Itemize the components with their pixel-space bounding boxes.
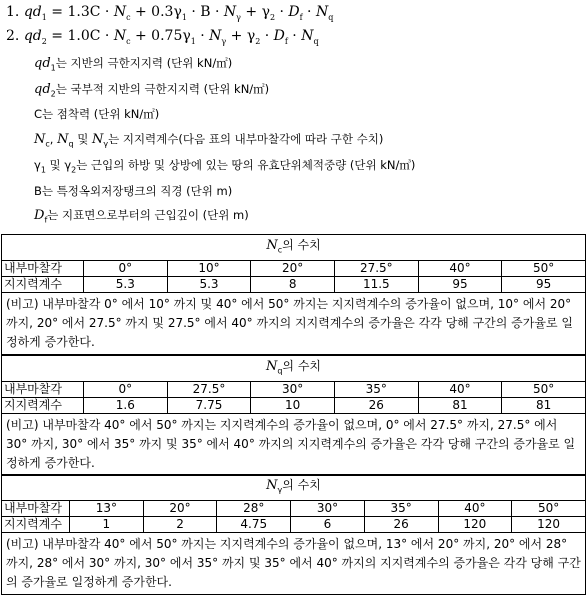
row-label: 지지력계수: [2, 398, 84, 414]
formula-sub: f: [299, 12, 303, 22]
table-nc: [1, 234, 586, 355]
table-nq: [1, 355, 586, 476]
table-title-row: [2, 356, 586, 382]
angle-cell: 50°: [502, 261, 586, 277]
formula-text: + γ: [240, 4, 270, 20]
angle-cell: 20°: [251, 261, 335, 277]
formula-sub: c: [126, 36, 131, 46]
title-symbol: N: [266, 238, 278, 253]
formula-sub: γ: [236, 12, 241, 22]
value-cell: 5.3: [84, 277, 168, 293]
def-symbol: N: [57, 132, 69, 147]
title-sub: q: [277, 366, 283, 376]
table-note: (비고) 내부마찰각 0° 에서 10° 까지 및 40° 에서 50° 까지는 지지력계수의 증가율이 없으며, 10° 에서 20° 까지, 20° 에서 27.5° 까지 및 27.5° 에서 40° 까지의 지지력계수의 증가율은 각각 당해 구간의 증가율로 일정하게 증가한다.: [2, 293, 586, 355]
value-cell: 26: [334, 398, 418, 414]
row-label: 지지력계수: [2, 517, 70, 533]
formula-text: ·: [287, 28, 302, 44]
table-title-row: [2, 235, 586, 261]
table-title-row: [2, 475, 586, 501]
def-text: C는 점착력 (단위 kN/㎡): [34, 107, 160, 121]
formula-sub: c: [126, 12, 131, 22]
def-text: 는 근입의 하방 및 상방에 있는 땅의 유효단위체적중량 (단위 kN/㎥): [76, 158, 416, 172]
table-row-values: [2, 517, 586, 533]
formula-var: N: [315, 4, 329, 20]
formula-number: 1.: [6, 4, 20, 20]
definition-n-factors: $N_c$, $N_q$ 및 $N_\gamma$는 지지력계수(다음 표의 내부마찰각에 따라 구한 수치): [34, 132, 384, 149]
formula-sub: 2: [269, 12, 276, 22]
angle-cell: 0°: [84, 382, 168, 398]
value-cell: 81: [418, 398, 502, 414]
value-cell: 1.6: [84, 398, 168, 414]
value-cell: 81: [502, 398, 586, 414]
title-sub: c: [277, 245, 283, 255]
definition-df: [34, 207, 249, 224]
table-note: (비고) 내부마찰각 40° 에서 50° 까지는 지지력계수의 증가율이 없으며, 0° 에서 27.5° 까지, 27.5° 에서 30° 까지, 30° 에서 35° 까지 및 35° 에서 40° 까지의 지지력계수의 증가율은 각각 당해 구간의 증가율로 일정하게 증가한다.: [2, 414, 586, 476]
value-cell: 8: [251, 277, 335, 293]
value-cell: 5.3: [167, 277, 251, 293]
formula-text: + 0.75γ: [130, 28, 191, 44]
angle-cell: 35°: [364, 501, 438, 517]
row-label: 내부마찰각: [2, 382, 84, 398]
table-note-row: [2, 414, 586, 476]
formula-text: ·: [260, 28, 274, 44]
definition-b: [34, 183, 232, 199]
value-cell: 2: [143, 517, 217, 533]
formula-text: = 1.3C ·: [46, 4, 114, 20]
definition-gamma: [34, 157, 415, 174]
table-row-values: [2, 277, 586, 293]
formula-var: N: [223, 4, 237, 20]
formula-text: + 0.3γ: [130, 4, 182, 20]
table-row-angles: [2, 382, 586, 398]
formula-var: N: [209, 28, 222, 44]
formula-var: N: [113, 4, 127, 20]
def-sub: 1: [50, 63, 56, 73]
def-symbol: N: [91, 132, 104, 147]
formula-var: N: [301, 28, 314, 44]
formula-text: ·: [195, 28, 210, 44]
value-cell: 1: [70, 517, 144, 533]
def-sub: γ: [103, 139, 109, 149]
def-text: 는 국부적 지반의 극한지지력 (단위 kN/㎡): [55, 82, 270, 96]
def-sub: 2: [50, 89, 56, 99]
value-cell: 26: [364, 517, 438, 533]
def-symbol: qd: [34, 56, 51, 71]
formula-var: D: [273, 28, 285, 44]
value-cell: 10: [251, 398, 335, 414]
definition-c: [34, 106, 159, 122]
title-text: 의 수치: [282, 478, 321, 492]
value-cell: 7.75: [167, 398, 251, 414]
formula-var: D: [288, 4, 300, 20]
title-text: 의 수치: [282, 359, 322, 373]
angle-cell: 30°: [291, 501, 365, 517]
table-row-angles: [2, 261, 586, 277]
row-label: 지지력계수: [2, 277, 84, 293]
formula-text: + γ: [226, 28, 256, 44]
formula-sub: γ: [221, 36, 227, 46]
angle-cell: 35°: [334, 382, 418, 398]
title-symbol: N: [265, 359, 278, 374]
table-row-values: [2, 398, 586, 414]
definition-qd1: [34, 55, 232, 72]
formula-text: ·: [275, 4, 289, 20]
def-text: 및 γ: [45, 158, 72, 172]
def-sub: f: [44, 215, 48, 225]
formula-sub: 2: [255, 36, 261, 46]
def-text: 는 지지력계수(다음 표의 내부마찰각에 따라 구한 수치): [108, 132, 384, 146]
table-note-row: [2, 533, 586, 595]
formula-lhs: qd: [23, 28, 42, 44]
angle-cell: 40°: [438, 501, 512, 517]
angle-cell: 50°: [512, 501, 586, 517]
angle-cell: 40°: [418, 382, 502, 398]
def-sub: 1: [40, 165, 46, 175]
title-symbol: N: [266, 478, 278, 493]
formula-sub: q: [328, 12, 334, 22]
angle-cell: 30°: [251, 382, 335, 398]
value-cell: 6: [291, 517, 365, 533]
angle-cell: 28°: [217, 501, 291, 517]
formula-text: ·: [302, 4, 316, 20]
value-cell: 11.5: [334, 277, 418, 293]
def-sub: 2: [71, 165, 77, 175]
table-title: [2, 475, 586, 501]
title-sub: γ: [277, 485, 283, 495]
value-cell: 95: [418, 277, 502, 293]
def-symbol: D: [34, 208, 45, 223]
angle-cell: 27.5°: [167, 382, 251, 398]
value-cell: 4.75: [217, 517, 291, 533]
def-symbol: γ: [34, 158, 41, 172]
angle-cell: 13°: [70, 501, 144, 517]
table-row-angles: [2, 501, 586, 517]
def-text: B는 특정옥외저장탱크의 직경 (단위 m): [34, 184, 233, 198]
formula-sub: f: [284, 36, 288, 46]
angle-cell: 10°: [167, 261, 251, 277]
definition-qd2: [34, 81, 269, 98]
formula-lhs: qd: [23, 4, 42, 20]
def-text: 는 지표면으로부터의 근입깊이 (단위 m): [47, 208, 249, 222]
formula-text: = 1.0C ·: [46, 28, 114, 44]
table-ngamma: [1, 474, 586, 595]
table-title: [2, 235, 586, 261]
value-cell: 120: [438, 517, 512, 533]
formula-lhs-sub: 2: [41, 36, 47, 46]
formula-2: [6, 28, 319, 46]
angle-cell: 50°: [502, 382, 586, 398]
table-note: (비고) 내부마찰각 40° 에서 50° 까지는 지지력계수의 증가율이 없으며, 13° 에서 20° 까지, 20° 에서 28° 까지, 28° 에서 30° 까지, 30° 에서 35° 까지 및 35° 에서 40° 까지의 지지력계수의 증가율은 각각 당해 구간의 증가율로 일정하게 증가한다.: [2, 533, 586, 595]
angle-cell: 40°: [418, 261, 502, 277]
table-title: [2, 356, 586, 382]
def-text: 는 지반의 극한지지력 (단위 kN/㎡): [55, 56, 233, 70]
def-symbol: N: [34, 132, 46, 147]
formula-number: 2.: [6, 28, 20, 44]
formula-lhs-sub: 1: [41, 12, 47, 22]
def-sub: q: [68, 139, 74, 149]
angle-cell: 20°: [143, 501, 217, 517]
def-symbol: qd: [34, 82, 51, 97]
formula-text: · B ·: [186, 4, 224, 20]
row-label: 내부마찰각: [2, 261, 84, 277]
formula-sub: 1: [190, 36, 196, 46]
title-text: 의 수치: [282, 238, 321, 252]
row-label: 내부마찰각: [2, 501, 70, 517]
formula-sub: 1: [181, 12, 187, 22]
angle-cell: 0°: [84, 261, 168, 277]
angle-cell: 27.5°: [334, 261, 418, 277]
formula-sub: q: [313, 36, 319, 46]
value-cell: 95: [502, 277, 586, 293]
table-note-row: [2, 293, 586, 355]
value-cell: 120: [512, 517, 586, 533]
formula-var: N: [113, 28, 127, 44]
formula-1: [6, 4, 333, 22]
def-sub: c: [45, 139, 50, 149]
